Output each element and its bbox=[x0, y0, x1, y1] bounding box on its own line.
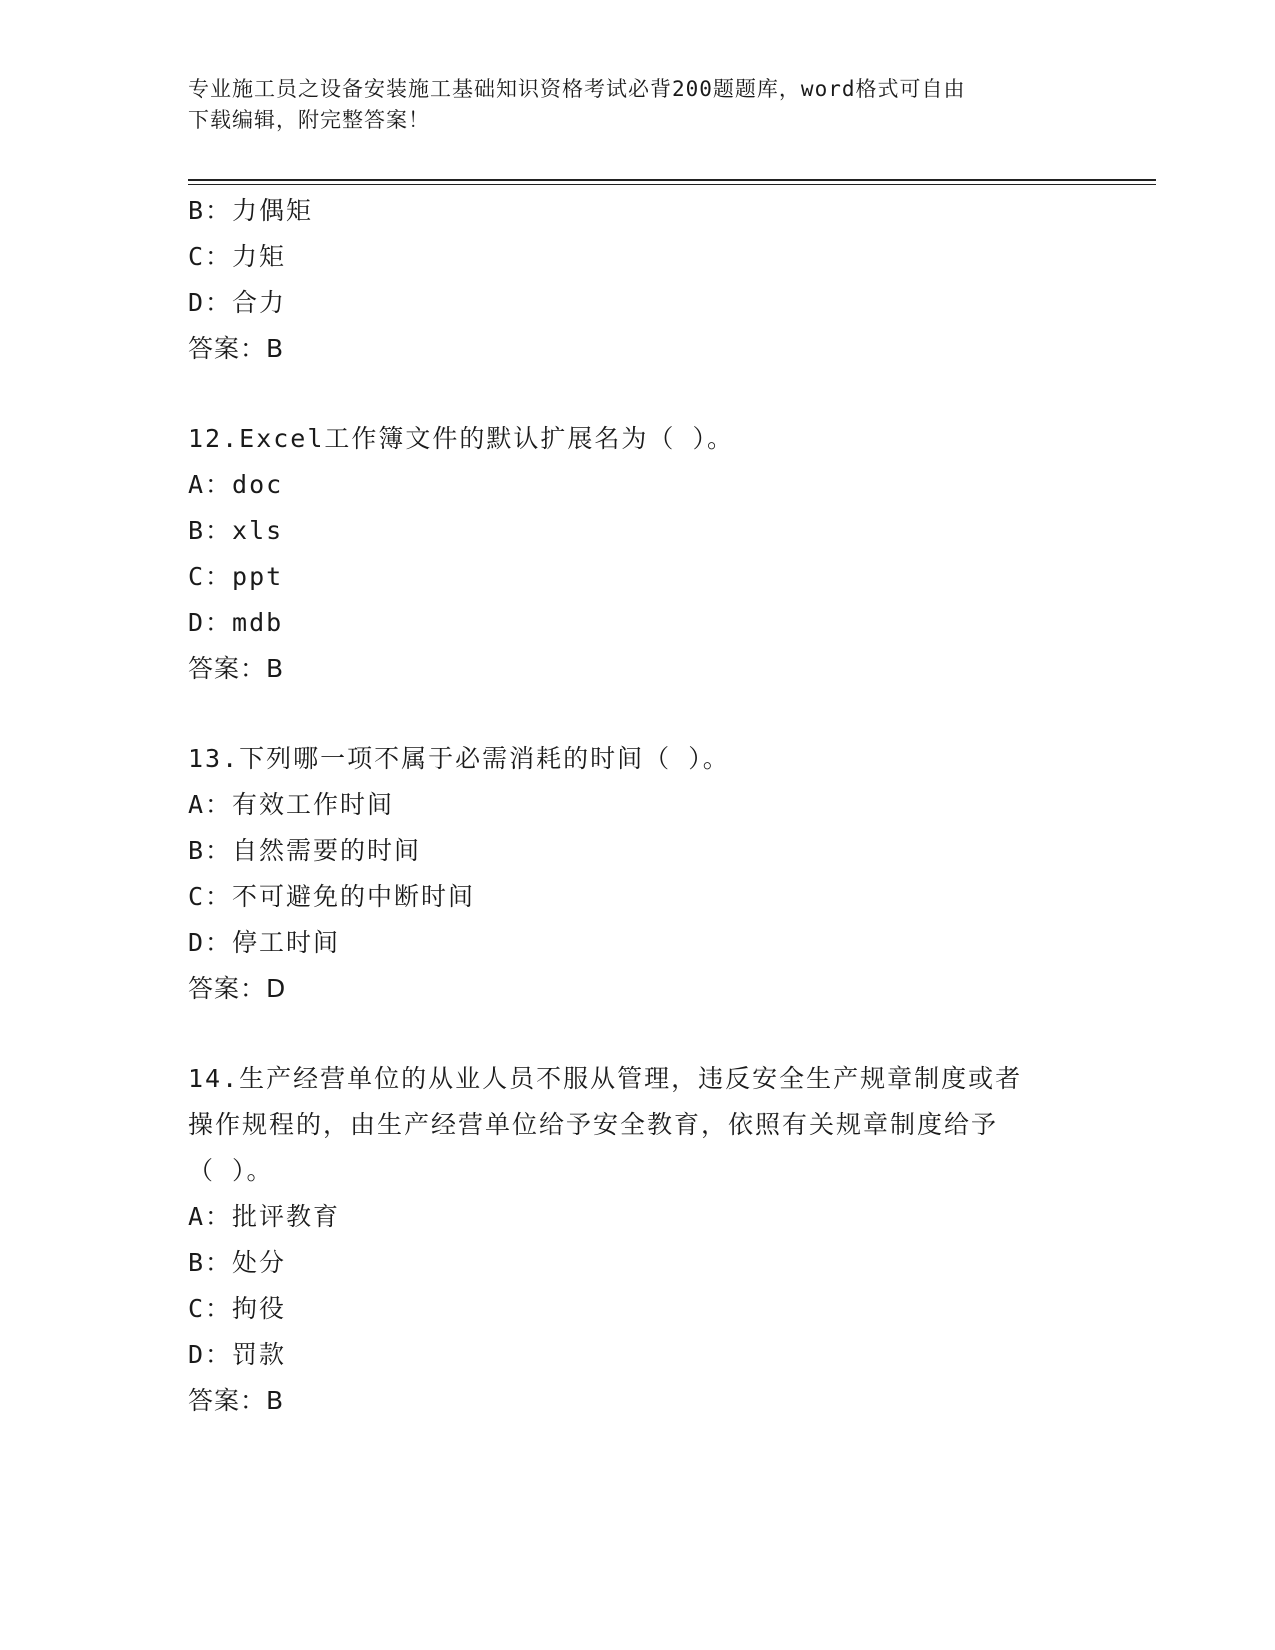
question-text-line-3: （ ）。 bbox=[188, 1156, 274, 1185]
option-a: A：批评教育 bbox=[188, 1202, 341, 1231]
question-14 bbox=[188, 1056, 1088, 1424]
option-c: C：拘役 bbox=[188, 1294, 287, 1323]
option-a: A：有效工作时间 bbox=[188, 790, 395, 819]
question-text-line-2: 操作规程的，由生产经营单位给予安全教育，依照有关规章制度给予 bbox=[188, 1110, 999, 1139]
spacer bbox=[188, 692, 1088, 736]
option-c: C：力矩 bbox=[188, 242, 287, 271]
header-line-2: 下载编辑，附完整答案！ bbox=[188, 108, 430, 132]
option-b: B：自然需要的时间 bbox=[188, 836, 422, 865]
answer: 答案：D bbox=[188, 974, 287, 1003]
option-c: C：不可避免的中断时间 bbox=[188, 882, 476, 911]
question-13 bbox=[188, 736, 1088, 1012]
question-text: 12.Excel工作簿文件的默认扩展名为（ ）。 bbox=[188, 424, 734, 453]
spacer bbox=[188, 372, 1088, 416]
header-rule-thin bbox=[188, 184, 1156, 185]
answer: 答案：B bbox=[188, 334, 285, 363]
option-d: D：合力 bbox=[188, 288, 287, 317]
option-d: D：mdb bbox=[188, 608, 284, 637]
page-header bbox=[188, 74, 1068, 136]
question-text: 13.下列哪一项不属于必需消耗的时间（ ）。 bbox=[188, 744, 730, 773]
header-line-1: 专业施工员之设备安装施工基础知识资格考试必背200题题库，word格式可自由 bbox=[188, 77, 966, 101]
option-a: A：doc bbox=[188, 470, 284, 499]
question-11 bbox=[188, 188, 1088, 372]
option-d: D：停工时间 bbox=[188, 928, 341, 957]
option-c: C：ppt bbox=[188, 562, 284, 591]
option-b: B：力偶矩 bbox=[188, 196, 314, 225]
spacer bbox=[188, 1012, 1088, 1056]
header-rule-thick bbox=[188, 179, 1156, 181]
option-b: B：处分 bbox=[188, 1248, 287, 1277]
question-12 bbox=[188, 416, 1088, 692]
option-d: D：罚款 bbox=[188, 1340, 287, 1369]
answer: 答案：B bbox=[188, 1386, 285, 1415]
question-text-line-1: 14.生产经营单位的从业人员不服从管理，违反安全生产规章制度或者 bbox=[188, 1064, 1023, 1093]
option-b: B：xls bbox=[188, 516, 284, 545]
answer: 答案：B bbox=[188, 654, 285, 683]
question-list bbox=[188, 188, 1088, 1424]
